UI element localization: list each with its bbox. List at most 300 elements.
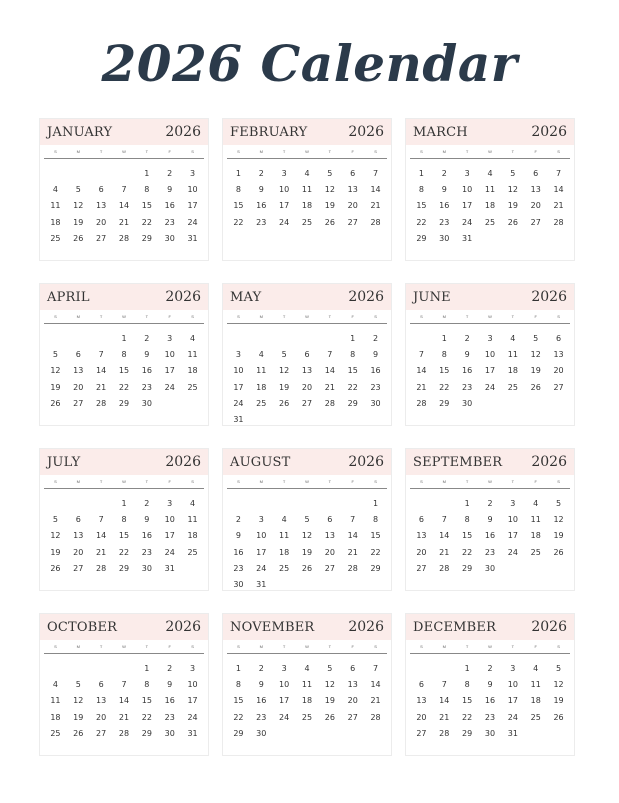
weekday-label: M <box>259 149 263 154</box>
day-cell: 7 <box>373 664 379 673</box>
day-cell: 17 <box>164 531 175 541</box>
weekday-row <box>227 149 387 159</box>
weekday-label: S <box>557 149 560 154</box>
month-december <box>405 613 575 756</box>
day-cell: 22 <box>141 712 152 722</box>
day-cell: 2 <box>487 499 493 508</box>
day-cell: 3 <box>281 664 287 673</box>
day-cell: 25 <box>187 382 198 392</box>
month-january <box>39 118 209 261</box>
month-header <box>40 614 208 640</box>
day-cell: 14 <box>370 680 381 690</box>
day-cell: 16 <box>439 201 450 211</box>
day-cell: 1 <box>121 499 127 508</box>
day-cell: 16 <box>484 696 496 706</box>
day-cell: 2 <box>144 499 150 508</box>
day-cell: 18 <box>530 696 541 706</box>
month-year: 2026 <box>348 454 384 470</box>
day-cell: 19 <box>553 531 564 541</box>
day-cell: 7 <box>121 185 127 195</box>
day-cell: 1 <box>144 664 150 673</box>
day-cell: 4 <box>510 334 516 343</box>
day-cell: 12 <box>507 185 518 195</box>
day-cell: 20 <box>73 547 84 557</box>
day-cell: 4 <box>533 499 539 508</box>
weekday-label: F <box>351 314 354 319</box>
weekday-label: T <box>328 479 332 484</box>
weekday-label: T <box>282 644 286 649</box>
weekday-label: S <box>237 479 240 484</box>
day-cell: 21 <box>324 382 335 392</box>
day-cell: 24 <box>164 382 175 392</box>
month-year: 2026 <box>531 619 567 635</box>
empty-day-cell <box>67 331 90 347</box>
month-year: 2026 <box>531 454 567 470</box>
weekday-label: S <box>420 314 423 319</box>
day-cell: 20 <box>96 217 107 227</box>
day-cell: 11 <box>187 350 198 360</box>
day-cell: 4 <box>52 680 58 690</box>
month-header <box>406 614 574 640</box>
day-cell: 19 <box>73 712 84 722</box>
day-cell: 14 <box>96 366 107 376</box>
day-cell: 26 <box>50 398 61 408</box>
day-cell: 3 <box>190 169 196 178</box>
day-cell: 14 <box>347 531 358 541</box>
day-cell: 6 <box>556 334 562 343</box>
day-cell: 24 <box>462 217 473 227</box>
day-grid <box>410 661 570 742</box>
day-cell: 8 <box>441 350 447 360</box>
day-cell: 10 <box>507 515 518 525</box>
day-cell: 21 <box>370 201 381 211</box>
day-cell: 25 <box>507 382 518 392</box>
day-cell: 3 <box>487 334 493 343</box>
day-cell: 25 <box>530 547 541 557</box>
day-cell: 12 <box>553 680 564 690</box>
weekday-label: S <box>420 479 423 484</box>
weekday-label: S <box>557 644 560 649</box>
day-cell: 21 <box>96 547 107 557</box>
day-cell: 28 <box>324 398 335 408</box>
weekday-label: S <box>420 644 423 649</box>
day-cell: 24 <box>279 712 290 722</box>
day-cell: 15 <box>347 366 358 376</box>
day-cell: 17 <box>484 366 496 376</box>
day-cell: 13 <box>553 350 564 360</box>
weekday-label: W <box>488 149 492 154</box>
day-cell: 13 <box>416 531 427 541</box>
day-cell: 5 <box>327 664 333 673</box>
weekday-label: T <box>145 314 149 319</box>
day-cell: 29 <box>462 728 473 738</box>
day-cell: 7 <box>327 350 333 360</box>
day-cell: 19 <box>530 366 541 376</box>
day-cell: 22 <box>118 382 130 392</box>
weekday-label: M <box>442 479 446 484</box>
day-cell: 22 <box>141 217 152 227</box>
day-cell: 18 <box>530 531 541 541</box>
day-cell: 11 <box>507 350 518 360</box>
weekday-row <box>227 314 387 324</box>
day-cell: 6 <box>350 664 356 673</box>
weekday-label: M <box>442 314 446 319</box>
day-cell: 26 <box>507 217 518 227</box>
day-cell: 18 <box>256 382 267 392</box>
weekday-label: T <box>282 149 286 154</box>
day-cell: 15 <box>416 201 427 211</box>
day-cell: 10 <box>233 366 244 376</box>
day-cell: 12 <box>301 531 313 541</box>
empty-day-cell <box>90 331 113 347</box>
weekday-label: S <box>191 149 194 154</box>
weekday-label: W <box>305 644 309 649</box>
day-cell: 28 <box>370 217 381 227</box>
empty-day-cell <box>410 661 433 677</box>
day-cell: 5 <box>533 334 539 343</box>
day-cell: 3 <box>167 499 173 508</box>
day-cell: 7 <box>350 515 356 525</box>
day-cell: 10 <box>462 185 473 195</box>
weekday-label: W <box>122 149 126 154</box>
day-cell: 30 <box>164 233 175 243</box>
day-cell: 4 <box>533 664 539 673</box>
day-cell: 5 <box>556 499 562 508</box>
day-cell: 12 <box>73 696 84 706</box>
day-cell: 25 <box>50 233 61 243</box>
day-grid <box>227 661 387 742</box>
day-cell: 29 <box>141 233 152 243</box>
day-cell: 2 <box>464 334 470 343</box>
day-cell: 20 <box>530 201 541 211</box>
day-cell: 11 <box>530 680 541 690</box>
day-cell: 28 <box>553 217 564 227</box>
day-cell: 18 <box>50 712 61 722</box>
day-grid <box>44 661 204 742</box>
day-cell: 17 <box>233 382 244 392</box>
day-cell: 1 <box>464 664 470 673</box>
day-cell: 17 <box>279 696 290 706</box>
day-cell: 23 <box>370 382 381 392</box>
day-cell: 1 <box>373 499 379 508</box>
day-cell: 29 <box>462 563 473 573</box>
day-cell: 21 <box>96 382 107 392</box>
day-cell: 26 <box>530 382 541 392</box>
day-cell: 8 <box>418 185 424 195</box>
day-cell: 8 <box>121 515 127 525</box>
month-july <box>39 448 209 591</box>
day-cell: 8 <box>121 350 127 360</box>
day-cell: 13 <box>73 531 84 541</box>
day-cell: 18 <box>301 696 313 706</box>
day-cell: 2 <box>167 169 173 178</box>
weekday-row <box>44 644 204 654</box>
day-cell: 26 <box>324 712 335 722</box>
day-cell: 10 <box>507 680 518 690</box>
day-cell: 22 <box>462 547 473 557</box>
month-year: 2026 <box>531 124 567 140</box>
weekday-label: T <box>511 479 515 484</box>
weekday-label: T <box>99 479 103 484</box>
day-cell: 9 <box>487 515 493 525</box>
day-cell: 6 <box>350 169 356 178</box>
day-cell: 31 <box>187 728 198 738</box>
day-cell: 4 <box>190 334 196 343</box>
day-cell: 13 <box>416 696 427 706</box>
day-cell: 16 <box>256 201 267 211</box>
day-cell: 21 <box>370 696 381 706</box>
day-cell: 1 <box>441 334 447 343</box>
day-cell: 16 <box>256 696 267 706</box>
day-cell: 19 <box>50 382 61 392</box>
empty-day-cell <box>113 661 136 677</box>
day-cell: 13 <box>347 680 358 690</box>
empty-day-cell <box>433 496 456 512</box>
day-cell: 10 <box>279 185 290 195</box>
day-cell: 24 <box>164 547 175 557</box>
day-cell: 2 <box>167 664 173 673</box>
day-cell: 13 <box>301 366 313 376</box>
day-cell: 19 <box>324 696 335 706</box>
day-cell: 31 <box>256 579 267 589</box>
weekday-label: M <box>76 644 80 649</box>
weekday-row <box>410 644 570 654</box>
weekday-label: F <box>534 644 537 649</box>
day-cell: 11 <box>301 680 313 690</box>
day-cell: 5 <box>304 515 310 525</box>
empty-day-cell <box>341 496 364 512</box>
weekday-label: T <box>328 644 332 649</box>
weekday-label: S <box>374 479 377 484</box>
day-cell: 6 <box>327 515 333 525</box>
day-cell: 15 <box>233 201 244 211</box>
day-cell: 1 <box>121 334 127 343</box>
day-cell: 23 <box>141 382 152 392</box>
day-cell: 30 <box>233 579 244 589</box>
day-cell: 22 <box>233 712 244 722</box>
day-cell: 9 <box>373 350 379 360</box>
day-cell: 25 <box>279 563 290 573</box>
empty-day-cell <box>273 331 296 347</box>
day-cell: 20 <box>301 382 313 392</box>
day-cell: 12 <box>50 531 61 541</box>
month-name: MARCH <box>413 124 468 140</box>
month-name: AUGUST <box>230 454 291 470</box>
month-name: JULY <box>47 454 81 470</box>
day-cell: 12 <box>50 366 61 376</box>
day-cell: 11 <box>484 185 496 195</box>
empty-day-cell <box>44 331 67 347</box>
day-cell: 3 <box>510 664 516 673</box>
day-cell: 11 <box>530 515 541 525</box>
weekday-row <box>227 479 387 489</box>
day-cell: 19 <box>553 696 564 706</box>
month-name: JUNE <box>413 289 451 305</box>
day-cell: 27 <box>553 382 564 392</box>
day-cell: 6 <box>533 169 539 178</box>
day-cell: 29 <box>370 563 381 573</box>
day-cell: 25 <box>187 547 198 557</box>
day-cell: 12 <box>73 201 84 211</box>
day-cell: 22 <box>233 217 244 227</box>
day-cell: 10 <box>164 350 175 360</box>
empty-day-cell <box>296 496 319 512</box>
day-cell: 30 <box>141 398 152 408</box>
weekday-label: T <box>99 314 103 319</box>
month-march <box>405 118 575 261</box>
day-cell: 13 <box>96 201 107 211</box>
day-cell: 15 <box>462 696 473 706</box>
day-cell: 10 <box>164 515 175 525</box>
month-september <box>405 448 575 591</box>
day-cell: 4 <box>258 350 264 360</box>
day-cell: 11 <box>256 366 267 376</box>
day-cell: 2 <box>441 169 447 178</box>
day-cell: 6 <box>98 680 104 690</box>
day-cell: 21 <box>347 547 358 557</box>
weekday-label: T <box>465 479 469 484</box>
weekday-label: S <box>374 644 377 649</box>
day-cell: 7 <box>441 680 447 690</box>
day-cell: 26 <box>553 547 564 557</box>
day-cell: 26 <box>324 217 335 227</box>
empty-day-cell <box>296 331 319 347</box>
day-cell: 27 <box>416 728 427 738</box>
day-cell: 12 <box>553 515 564 525</box>
day-cell: 29 <box>118 398 130 408</box>
day-cell: 23 <box>256 712 267 722</box>
day-cell: 25 <box>301 217 313 227</box>
day-cell: 23 <box>484 712 496 722</box>
day-cell: 28 <box>118 728 130 738</box>
month-header <box>40 119 208 145</box>
day-cell: 5 <box>327 169 333 178</box>
day-cell: 18 <box>484 201 496 211</box>
weekday-label: S <box>374 149 377 154</box>
day-cell: 20 <box>416 712 427 722</box>
day-cell: 4 <box>487 169 493 178</box>
day-cell: 5 <box>556 664 562 673</box>
day-cell: 7 <box>98 350 104 360</box>
month-year: 2026 <box>165 124 201 140</box>
day-cell: 1 <box>464 499 470 508</box>
month-february <box>222 118 392 261</box>
day-cell: 30 <box>141 563 152 573</box>
day-cell: 11 <box>50 201 61 211</box>
day-cell: 30 <box>484 728 496 738</box>
day-cell: 9 <box>464 350 470 360</box>
day-cell: 31 <box>187 233 198 243</box>
day-cell: 28 <box>439 563 450 573</box>
day-cell: 28 <box>370 712 381 722</box>
day-cell: 14 <box>118 201 130 211</box>
empty-day-cell <box>90 496 113 512</box>
day-cell: 16 <box>141 531 152 541</box>
day-cell: 14 <box>553 185 564 195</box>
day-cell: 3 <box>464 169 470 178</box>
day-cell: 3 <box>167 334 173 343</box>
day-cell: 27 <box>96 233 107 243</box>
day-cell: 23 <box>462 382 473 392</box>
day-cell: 20 <box>416 547 427 557</box>
month-header <box>406 119 574 145</box>
day-cell: 6 <box>418 515 424 525</box>
day-cell: 24 <box>507 547 518 557</box>
day-cell: 23 <box>233 563 244 573</box>
weekday-label: F <box>534 314 537 319</box>
day-cell: 1 <box>418 169 424 178</box>
day-cell: 5 <box>281 350 287 360</box>
day-cell: 21 <box>118 712 130 722</box>
day-cell: 28 <box>439 728 450 738</box>
day-cell: 22 <box>118 547 130 557</box>
day-cell: 31 <box>233 414 244 424</box>
month-may <box>222 283 392 426</box>
day-cell: 24 <box>279 217 290 227</box>
day-cell: 30 <box>164 728 175 738</box>
day-cell: 16 <box>141 366 152 376</box>
day-cell: 5 <box>75 680 81 690</box>
month-header <box>406 284 574 310</box>
weekday-label: S <box>237 644 240 649</box>
day-cell: 14 <box>416 366 427 376</box>
day-cell: 12 <box>279 366 290 376</box>
day-cell: 9 <box>144 515 150 525</box>
day-cell: 15 <box>370 531 381 541</box>
weekday-label: S <box>191 314 194 319</box>
day-cell: 4 <box>190 499 196 508</box>
day-cell: 28 <box>118 233 130 243</box>
month-name: APRIL <box>47 289 90 305</box>
months-grid <box>39 118 575 756</box>
day-cell: 8 <box>464 515 470 525</box>
day-cell: 17 <box>164 366 175 376</box>
day-cell: 13 <box>324 531 335 541</box>
empty-day-cell <box>90 661 113 677</box>
weekday-label: M <box>259 314 263 319</box>
day-cell: 31 <box>164 563 175 573</box>
empty-day-cell <box>227 496 250 512</box>
weekday-label: S <box>557 479 560 484</box>
day-cell: 17 <box>187 696 198 706</box>
day-cell: 2 <box>235 515 241 525</box>
weekday-row <box>44 314 204 324</box>
day-cell: 9 <box>258 680 264 690</box>
day-cell: 10 <box>256 531 267 541</box>
day-cell: 4 <box>304 169 310 178</box>
day-cell: 3 <box>258 515 264 525</box>
month-header <box>40 449 208 475</box>
empty-day-cell <box>44 166 67 182</box>
day-cell: 23 <box>141 547 152 557</box>
day-cell: 9 <box>167 185 173 195</box>
day-cell: 3 <box>235 350 241 360</box>
day-cell: 15 <box>233 696 244 706</box>
day-cell: 29 <box>416 233 427 243</box>
month-name: NOVEMBER <box>230 619 315 635</box>
day-cell: 8 <box>235 185 241 195</box>
day-cell: 5 <box>52 350 58 360</box>
month-year: 2026 <box>348 619 384 635</box>
day-cell: 11 <box>279 531 290 541</box>
day-grid <box>227 166 387 231</box>
day-cell: 14 <box>370 185 381 195</box>
month-header <box>223 119 391 145</box>
day-cell: 5 <box>52 515 58 525</box>
day-cell: 17 <box>507 696 518 706</box>
day-cell: 30 <box>462 398 473 408</box>
day-cell: 26 <box>73 233 84 243</box>
